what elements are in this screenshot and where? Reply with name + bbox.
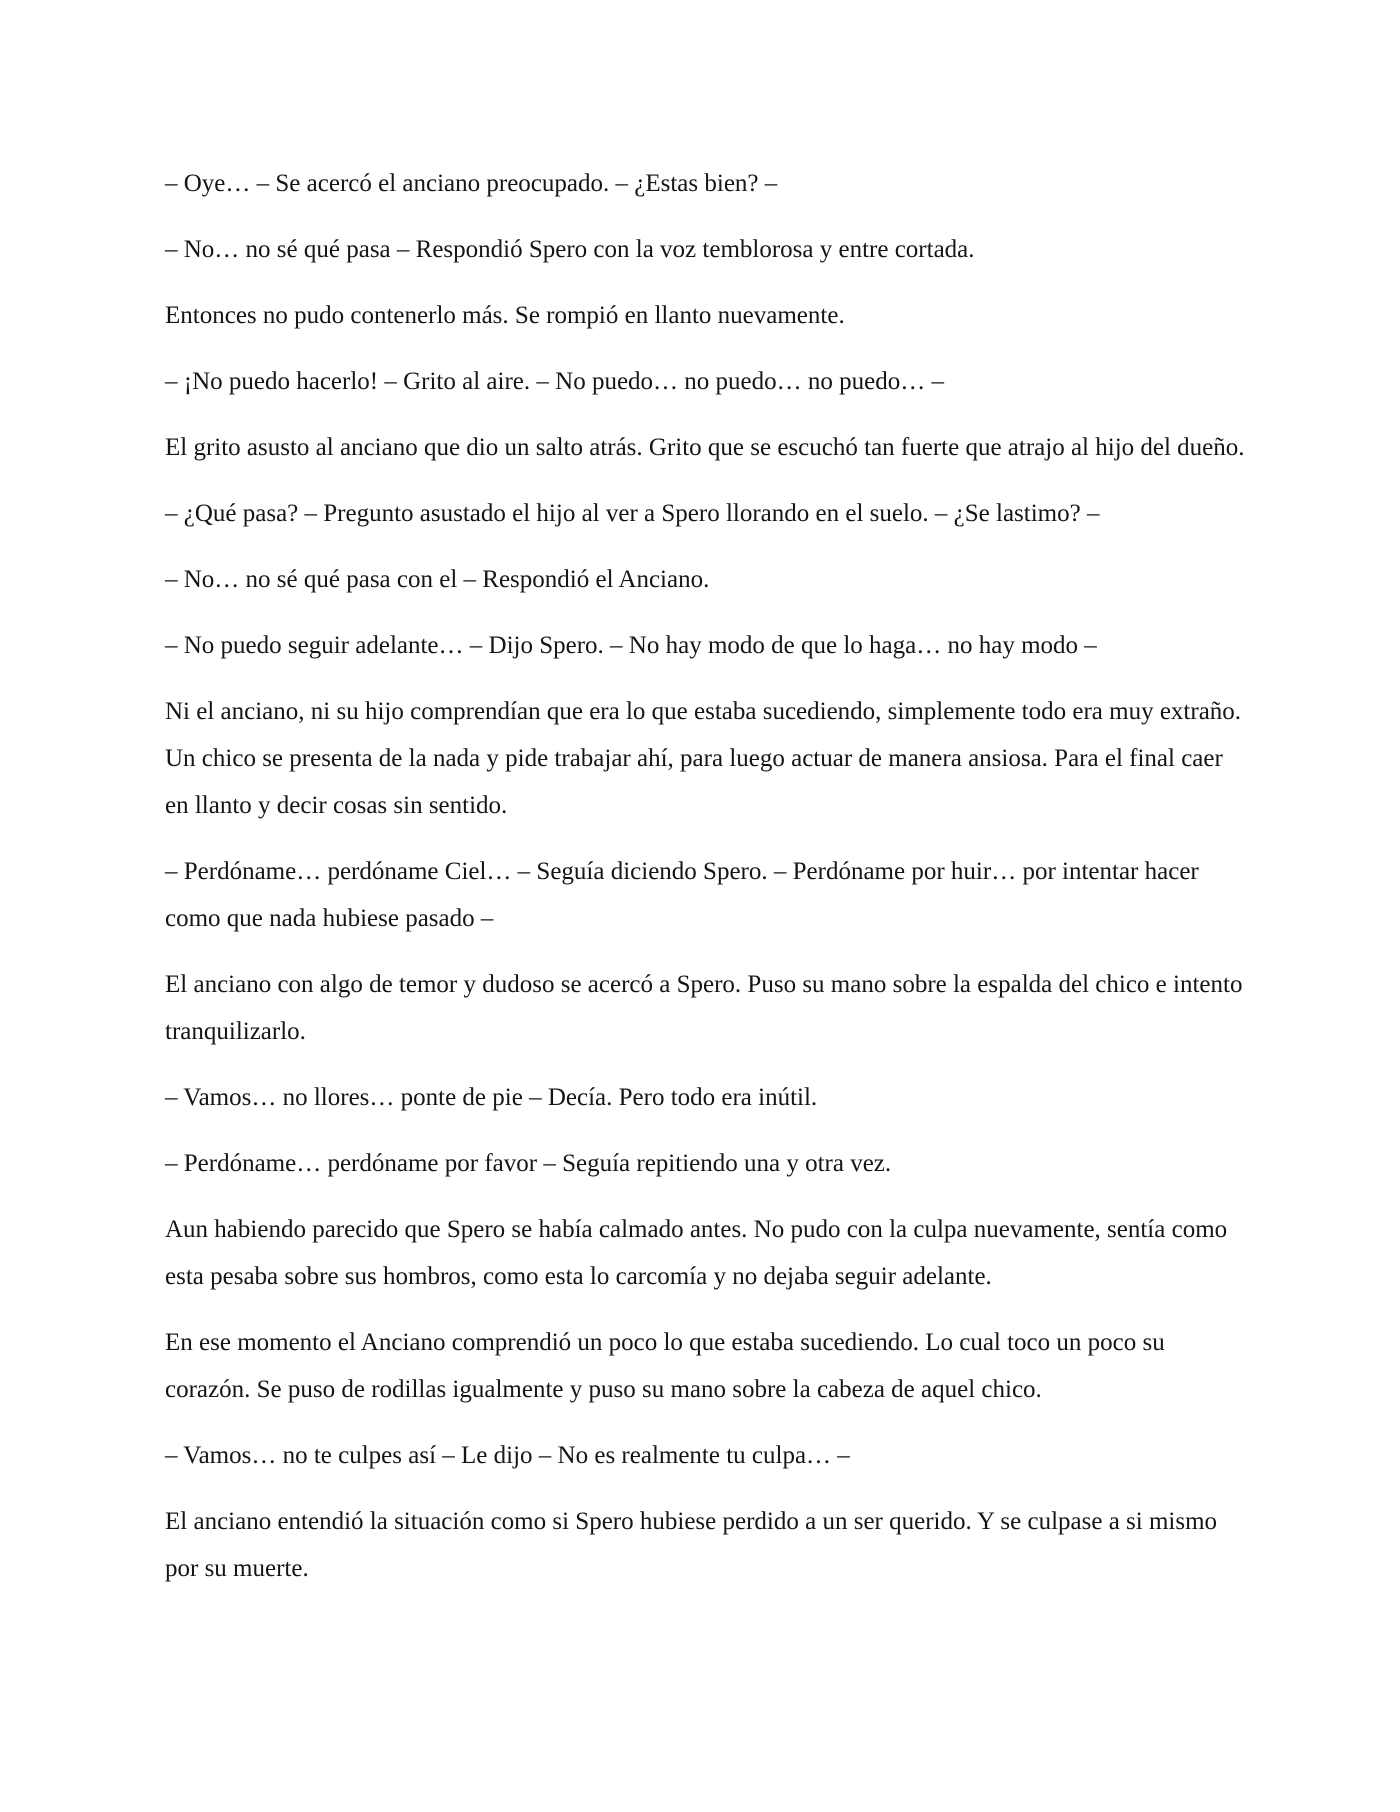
paragraph: Aun habiendo parecido que Spero se había calmado antes. No pudo con la culpa nuevamente, sentía como esta pesaba sobre sus hombros, como esta lo carcomía y no dejaba seguir adelante. bbox=[165, 1216, 1228, 1290]
paragraph: – No… no sé qué pasa – Respondió Spero con la voz temblorosa y entre cortada. bbox=[165, 236, 975, 263]
paragraph: – Vamos… no llores… ponte de pie – Decía. Pero todo era inútil. bbox=[165, 1084, 818, 1111]
paragraph: – ¿Qué pasa? – Pregunto asustado el hijo al ver a Spero llorando en el suelo. – ¿Se lastimo? – bbox=[165, 500, 1100, 527]
paragraph: El grito asusto al anciano que dio un salto atrás. Grito que se escuchó tan fuerte que atrajo al hijo del dueño. bbox=[165, 434, 1245, 461]
paragraph: Entonces no pudo contenerlo más. Se rompió en llanto nuevamente. bbox=[165, 302, 845, 329]
paragraph: El anciano con algo de temor y dudoso se acercó a Spero. Puso su mano sobre la espalda del chico e intento tranquilizarlo. bbox=[165, 971, 1243, 1045]
paragraph: – Oye… – Se acercó el anciano preocupado. – ¿Estas bien? – bbox=[165, 170, 778, 197]
paragraph: Ni el anciano, ni su hijo comprendían que era lo que estaba sucediendo, simplemente todo era muy extraño. Un chico se presenta de la nada y pide trabajar ahí, para luego actuar de manera ansiosa. Para el final caer en llanto y decir cosas sin sentido. bbox=[165, 698, 1242, 819]
paragraph: – ¡No puedo hacerlo! – Grito al aire. – No puedo… no puedo… no puedo… – bbox=[165, 368, 944, 395]
paragraph: – No… no sé qué pasa con el – Respondió el Anciano. bbox=[165, 566, 710, 593]
paragraph: – Vamos… no te culpes así – Le dijo – No es realmente tu culpa… – bbox=[165, 1442, 850, 1469]
paragraph: – Perdóname… perdóname por favor – Seguía repitiendo una y otra vez. bbox=[165, 1150, 892, 1177]
paragraph: En ese momento el Anciano comprendió un poco lo que estaba sucediendo. Lo cual toco un poco su corazón. Se puso de rodillas igualmente y puso su mano sobre la cabeza de aquel chico. bbox=[165, 1329, 1165, 1403]
paragraph: – Perdóname… perdóname Ciel… – Seguía diciendo Spero. – Perdóname por huir… por intentar hacer como que nada hubiese pasado – bbox=[165, 858, 1199, 932]
document-body bbox=[165, 160, 1245, 1611]
paragraph: El anciano entendió la situación como si Spero hubiese perdido a un ser querido. Y se culpase a si mismo por su muerte. bbox=[165, 1508, 1218, 1582]
paragraph: – No puedo seguir adelante… – Dijo Spero. – No hay modo de que lo haga… no hay modo – bbox=[165, 632, 1097, 659]
